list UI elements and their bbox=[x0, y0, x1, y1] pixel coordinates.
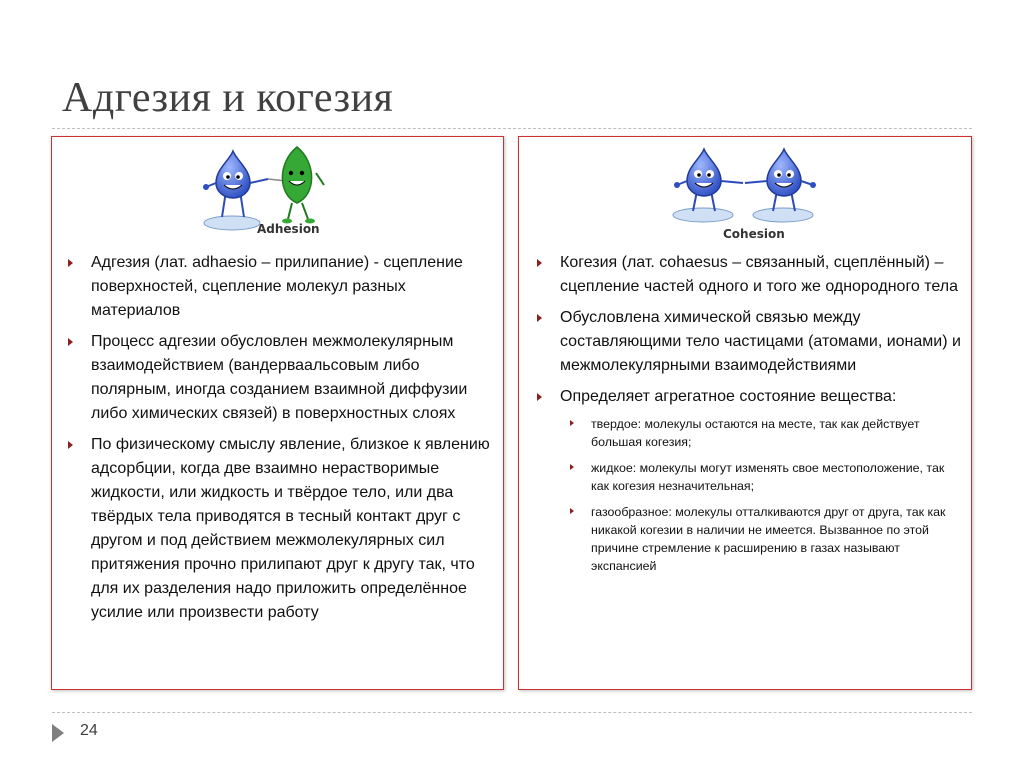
bullet-triangle-icon bbox=[537, 393, 542, 401]
bullet-text: Определяет агрегатное состояние вещества: bbox=[560, 388, 897, 405]
bullet-triangle-icon bbox=[537, 314, 542, 322]
two-water-drops-icon bbox=[665, 143, 825, 229]
cohesion-bullet-list bbox=[531, 251, 963, 583]
sub-list-item bbox=[560, 415, 963, 451]
cohesion-caption: Cohesion bbox=[723, 227, 785, 241]
bullet-text: Обусловлена химической связью между составляющими тело частицами (атомами, ионами) и межмолекулярными взаимодействиями bbox=[560, 309, 961, 374]
bullet-triangle-icon bbox=[537, 259, 542, 267]
cohesion-illustration bbox=[665, 143, 825, 245]
list-item bbox=[62, 251, 494, 323]
sub-bullet-triangle-icon bbox=[570, 508, 574, 514]
sub-list-item bbox=[560, 503, 963, 575]
bullet-text: Когезия (лат. cohaesus – связанный, сцеплённый) – сцепление частей одного и того же однородного тела bbox=[560, 254, 959, 295]
sub-bullet-triangle-icon bbox=[570, 464, 574, 470]
cohesion-panel bbox=[518, 136, 972, 690]
sub-bullet-triangle-icon bbox=[570, 420, 574, 426]
list-item bbox=[531, 385, 963, 575]
adhesion-illustration bbox=[202, 143, 332, 241]
sub-list-item bbox=[560, 459, 963, 495]
adhesion-caption: Adhesion bbox=[257, 222, 320, 236]
slide-title: Адгезия и когезия bbox=[62, 75, 394, 121]
bullet-text: Процесс адгезии обусловлен межмолекулярным взаимодействием (вандерваальсовым либо полярным, иногда созданием взаимной диффузии либо химических связей) в поверхностных слоях bbox=[91, 333, 468, 422]
bullet-triangle-icon bbox=[68, 259, 73, 267]
adhesion-panel bbox=[51, 136, 504, 690]
adhesion-bullet-list bbox=[62, 251, 494, 632]
footer-triangle-icon bbox=[52, 724, 64, 742]
bullet-triangle-icon bbox=[68, 338, 73, 346]
list-item bbox=[531, 306, 963, 378]
list-item bbox=[62, 330, 494, 426]
sub-bullet-text: твердое: молекулы остаются на месте, так как действует большая когезия; bbox=[591, 417, 920, 449]
footer-divider bbox=[52, 712, 972, 713]
bullet-triangle-icon bbox=[68, 441, 73, 449]
title-divider bbox=[52, 128, 972, 129]
list-item bbox=[531, 251, 963, 299]
states-sub-list bbox=[560, 415, 963, 575]
bullet-text: Адгезия (лат. adhaesio – прилипание) - сцепление поверхностей, сцепление молекул разных материалов bbox=[91, 254, 463, 319]
bullet-text: По физическому смыслу явление, близкое к явлению адсорбции, когда две взаимно нерастворимые жидкости, или жидкость и твёрдое тело, или два твёрдых тела приводятся в тесный контакт друг с другом и под действием межмолекулярных сил притяжения прочно прилипают друг к другу так, что для их разделения надо приложить определённое усилие или произвести работу bbox=[91, 436, 490, 621]
list-item bbox=[62, 433, 494, 625]
page-number: 24 bbox=[80, 722, 98, 739]
sub-bullet-text: газообразное: молекулы отталкиваются друг от друга, так как никакой когезии в наличии не имеется. Вызванное по этой причине стремление к расширению в газах называют экспансией bbox=[591, 505, 946, 573]
sub-bullet-text: жидкое: молекулы могут изменять свое местоположение, так как когезия незначительная; bbox=[591, 461, 945, 493]
